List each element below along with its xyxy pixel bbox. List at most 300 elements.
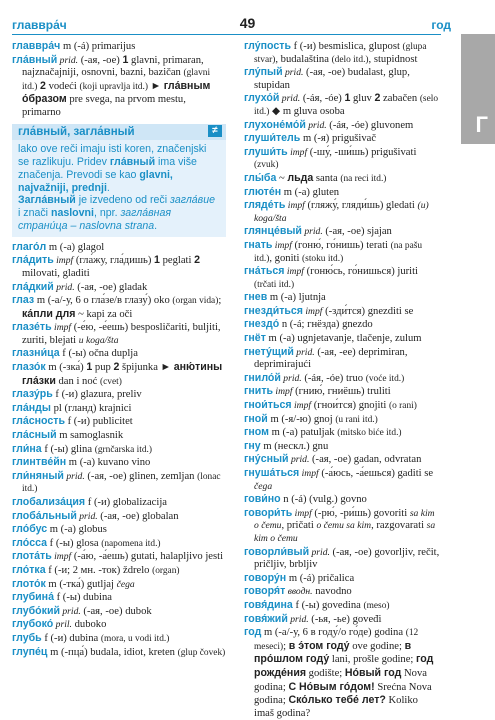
entry-text: naslovni bbox=[50, 207, 94, 220]
dictionary-entry bbox=[244, 132, 440, 146]
entry-text: m (-а/-у, 6 в году́/о го́де) godina bbox=[261, 627, 406, 639]
entry-text: impf bbox=[285, 200, 305, 212]
dictionary-entry bbox=[12, 361, 226, 388]
headword: гнету́щий bbox=[244, 345, 294, 358]
entry-text: гла́вный bbox=[109, 155, 156, 168]
dictionary-entry bbox=[244, 291, 440, 305]
entry-text: m (нескл.) gnu bbox=[260, 440, 329, 452]
entry-text: impf bbox=[291, 400, 312, 412]
dictionary-entry bbox=[12, 294, 226, 321]
entry-text: prid. bbox=[279, 93, 301, 105]
entry-text: impf bbox=[284, 266, 304, 278]
entry-text: pril. bbox=[53, 619, 72, 631]
entry-text: 1 bbox=[86, 361, 93, 374]
headword: гли́няный bbox=[12, 469, 64, 482]
dictionary-entry bbox=[244, 66, 440, 92]
left-column bbox=[12, 40, 226, 659]
entry-text: 2 bbox=[40, 79, 46, 92]
entry-text: santa bbox=[313, 172, 341, 184]
headword: гла́вный bbox=[12, 53, 58, 66]
entry-text: lani, prošle godine; bbox=[329, 654, 417, 666]
headword: глухо́й bbox=[244, 92, 280, 105]
headword: гла́дить bbox=[12, 254, 54, 267]
entry-text: 2 bbox=[113, 361, 120, 374]
entry-text: (-áя, -óе) bbox=[300, 93, 345, 105]
dictionary-entry bbox=[244, 585, 440, 599]
headword: глупе́ц bbox=[12, 645, 48, 658]
headword: гнои́ться bbox=[244, 399, 292, 412]
usage-note-paragraph bbox=[18, 194, 220, 232]
entry-text: pl (гланд) krajnici bbox=[50, 402, 132, 414]
entry-text: je izvedeno od reči bbox=[75, 194, 171, 207]
not-equal-icon: ≠ bbox=[208, 125, 222, 137]
entry-text: m (-á) pričalica bbox=[286, 572, 355, 584]
headword: глубоко́ bbox=[12, 618, 54, 631]
entry-text: Nova godina; bbox=[254, 667, 427, 693]
entry-text: m (-a) gluten bbox=[281, 186, 340, 198]
letter-thumb-tab[interactable] bbox=[461, 34, 495, 144]
dictionary-entry bbox=[244, 119, 440, 133]
entry-text: čega bbox=[254, 480, 273, 492]
dictionary-entry bbox=[244, 239, 440, 265]
dictionary-entry bbox=[244, 467, 440, 493]
entry-text: (12 meseci) bbox=[254, 628, 419, 652]
entry-text: m (-зка́) bbox=[45, 362, 87, 374]
entry-text: f (-ы) govedina bbox=[292, 599, 364, 611]
headword: говя́дина bbox=[244, 598, 293, 611]
entry-text: (organ vida) bbox=[172, 296, 219, 307]
headword: гло́бус bbox=[12, 523, 48, 536]
entry-text: ima više značenja. Prevodi se kao bbox=[18, 155, 197, 181]
entry-text: prid. bbox=[305, 119, 327, 131]
dictionary-entry bbox=[244, 385, 440, 399]
headword: гло́сса bbox=[12, 536, 48, 549]
headword: говя́жий bbox=[244, 612, 288, 625]
dictionary-entry bbox=[244, 426, 440, 440]
entry-text: ► bbox=[147, 80, 164, 92]
dictionary-entry bbox=[244, 332, 440, 346]
dictionary-entry bbox=[12, 254, 226, 280]
entry-text: m (-a) kuvano vino bbox=[66, 457, 151, 469]
entry-text: ~ bbox=[276, 172, 288, 184]
dictionary-entry bbox=[244, 199, 440, 225]
entry-text: , pričati bbox=[281, 520, 317, 532]
dictionary-entry bbox=[244, 186, 440, 200]
entry-text: impf bbox=[273, 386, 293, 398]
entry-text: (organ) bbox=[152, 565, 180, 576]
entry-text: ; bbox=[283, 640, 289, 652]
headword: гном bbox=[244, 426, 269, 439]
entry-text: m (-a) ljutnja bbox=[267, 292, 326, 304]
entry-text: (delo itd.) bbox=[331, 54, 369, 65]
dictionary-entry bbox=[244, 225, 440, 239]
dictionary-entry bbox=[244, 453, 440, 467]
dictionary-entry bbox=[12, 470, 226, 496]
entry-text: загла́вная страни́ца – naslovna strana bbox=[18, 207, 172, 232]
entry-text: (-рю́, -ри́шь) govoriti bbox=[311, 507, 410, 519]
entry-text: prid. bbox=[309, 546, 330, 558]
headword: гну bbox=[244, 439, 261, 452]
headword: глоба́льный bbox=[12, 509, 77, 522]
headword: глюте́н bbox=[244, 185, 282, 198]
entry-text: impf bbox=[302, 305, 323, 317]
headword: глазо́к bbox=[12, 361, 46, 374]
entry-text: Srećna Nova godina; bbox=[254, 681, 432, 707]
entry-text: , npr. bbox=[93, 207, 121, 220]
dictionary-entry bbox=[244, 507, 440, 546]
usage-note-title bbox=[12, 124, 226, 141]
header-rule bbox=[12, 34, 441, 35]
entry-text: , razgovarati bbox=[371, 520, 427, 532]
entry-text: špijunka ► bbox=[119, 362, 174, 374]
dictionary-entry bbox=[244, 40, 440, 66]
dictionary-entry bbox=[12, 388, 226, 402]
dictionary-entry bbox=[12, 632, 226, 646]
dictionary-entry bbox=[12, 443, 226, 457]
dictionary-entry bbox=[244, 92, 440, 118]
dictionary-entry bbox=[12, 605, 226, 619]
entry-text: 1 bbox=[154, 254, 160, 267]
headword: говору́н bbox=[244, 571, 287, 584]
dictionary-entry bbox=[244, 318, 440, 332]
dictionary-entry bbox=[12, 54, 226, 120]
entry-text: (mora, u vodi itd.) bbox=[100, 633, 170, 644]
entry-text: (stoku itd.) bbox=[302, 253, 344, 264]
entry-text: 1 bbox=[344, 92, 351, 105]
headword: гнуша́ться bbox=[244, 467, 300, 479]
entry-text: impf bbox=[292, 507, 312, 519]
headword: главвра́ч bbox=[12, 40, 61, 52]
entry-text: 2 bbox=[374, 92, 381, 105]
dictionary-entry bbox=[12, 281, 226, 295]
entry-text: (-ая, -ее) deprimiran, deprimirajući bbox=[254, 346, 408, 371]
entry-text: (-áя, -óе) gluvonem bbox=[326, 119, 414, 131]
entry-text: (-ая, -ое) bbox=[78, 54, 123, 66]
entry-text: prid. bbox=[63, 470, 85, 482]
entry-text: загла́вие bbox=[170, 194, 215, 207]
entry-text: (гляжу́, гляди́шь) gledati bbox=[304, 200, 418, 212]
entry-text: (na reci itd.) bbox=[340, 173, 387, 184]
entry-text: (selo itd.) bbox=[254, 94, 439, 117]
entry-text: sa kim o čemu bbox=[254, 520, 436, 544]
headword: гна́ться bbox=[244, 265, 285, 278]
entry-text: impf bbox=[51, 551, 72, 563]
entry-text: prid. bbox=[282, 67, 304, 79]
headword: гла́дкий bbox=[12, 280, 54, 293]
entry-text: 1 bbox=[122, 53, 129, 66]
entry-text: impf bbox=[51, 322, 72, 334]
entry-text: (-ая, -ое) glinen, zemljan bbox=[84, 470, 198, 482]
headword: глуши́ть bbox=[244, 145, 288, 158]
headword: говорли́вый bbox=[244, 545, 310, 558]
entry-text: (-ая, -ое) govorljiv, rečit, pričljiv, brbljiv bbox=[254, 546, 440, 571]
dictionary-entry bbox=[244, 146, 440, 172]
dictionary-entry bbox=[244, 599, 440, 613]
headword: глинтве́йн bbox=[12, 456, 67, 469]
usage-note-body bbox=[12, 140, 226, 233]
entry-text: navodno bbox=[312, 586, 352, 598]
entry-text: . bbox=[154, 219, 158, 232]
headword: глубина́ bbox=[12, 591, 54, 604]
entry-text: год рожде́ния bbox=[254, 653, 434, 679]
entry-text: prid. bbox=[59, 605, 81, 617]
entry-text: m (-a) glagol bbox=[46, 241, 105, 253]
entry-text: u koga/šta bbox=[78, 334, 119, 346]
entry-text: impf bbox=[287, 146, 308, 158]
entry-text: m samoglasnik bbox=[56, 430, 124, 442]
entry-text: Koliko imaš godina? bbox=[254, 695, 418, 719]
dictionary-entry bbox=[12, 429, 226, 443]
entry-text: (-ая, -ое) globalan bbox=[97, 510, 179, 522]
dictionary-entry bbox=[12, 496, 226, 510]
entry-text: льда bbox=[287, 171, 314, 184]
entry-text: (-е́ю, -е́ешь) besposličariti, buljiti, zuriti, blejati bbox=[22, 322, 221, 346]
headword: глаз bbox=[12, 294, 35, 307]
headword: гови́но bbox=[244, 493, 281, 506]
entry-text: (meso) bbox=[363, 600, 390, 611]
dictionary-entry bbox=[12, 537, 226, 551]
entry-text: аню́тины гла́зки bbox=[22, 361, 223, 387]
entry-text: peglati bbox=[159, 255, 195, 267]
entry-text: f (-и) publicitet bbox=[64, 416, 133, 428]
entry-text: (napomena itd.) bbox=[101, 538, 161, 549]
entry-text: f (-ы) očna duplja bbox=[59, 348, 138, 360]
entry-text: (voće itd.) bbox=[365, 373, 405, 384]
entry-text: (glavni itd.) bbox=[22, 68, 211, 92]
headword: глубо́кий bbox=[12, 604, 60, 617]
entry-text: m (-я) prigušivač bbox=[300, 133, 377, 145]
headword: глу́пый bbox=[244, 66, 283, 79]
guide-word-right: год bbox=[431, 18, 451, 32]
entry-text: prid. bbox=[293, 346, 315, 358]
headword: глазе́ть bbox=[12, 321, 52, 334]
headword: глаго́л bbox=[12, 240, 47, 253]
headword: год bbox=[244, 626, 262, 639]
entry-text: (гнию́, гниёшь) truliti bbox=[292, 386, 391, 398]
entry-text: (glupa stvar) bbox=[254, 42, 427, 65]
headword: гнило́й bbox=[244, 371, 281, 384]
entry-text: . bbox=[106, 181, 110, 194]
entry-text: (-шу́, -ши́шь) prigušivati bbox=[307, 146, 417, 158]
entry-text: (гнои́тся) gnojiti bbox=[311, 400, 390, 412]
entry-text: prid. bbox=[57, 54, 79, 66]
entry-text: m (-a) ugnjetavanje, tlačenje, zulum bbox=[265, 333, 422, 345]
headword: гла́сный bbox=[12, 429, 57, 442]
dictionary-entry bbox=[12, 564, 226, 578]
entry-text: (-ая, -ое) sjajan bbox=[322, 226, 392, 238]
entry-text: ove godine; bbox=[349, 640, 405, 652]
entry-text: (grnčarska itd.) bbox=[94, 444, 152, 455]
entry-text: , goniti bbox=[269, 252, 303, 264]
guide-word-left: главвра́ч bbox=[12, 18, 67, 32]
dictionary-entry bbox=[12, 618, 226, 632]
entry-text: milovati, gladiti bbox=[22, 267, 90, 279]
entry-text: m (-я/-ю) gnoj bbox=[267, 413, 336, 425]
headword: говоря́т bbox=[244, 585, 286, 598]
entry-text: pup bbox=[92, 362, 114, 374]
headword: глота́ть bbox=[12, 550, 52, 563]
entry-text: m (-пца́) budala, idiot, kreten bbox=[47, 646, 178, 658]
entry-text: (-ая, -ое) gladak bbox=[74, 281, 148, 293]
dictionary-entry bbox=[244, 413, 440, 427]
headword: гляде́ть bbox=[244, 199, 286, 212]
headword: гнев bbox=[244, 291, 268, 304]
dictionary-entry bbox=[12, 321, 226, 347]
entry-text: (cvet) bbox=[100, 376, 122, 387]
dictionary-entry bbox=[12, 402, 226, 416]
dictionary-entry bbox=[12, 241, 226, 255]
headword: гла́сность bbox=[12, 415, 65, 428]
entry-text: ◆ m gluva osoba bbox=[269, 105, 345, 117]
usage-note-paragraph bbox=[18, 143, 220, 194]
headword: глухоне́мо́й bbox=[244, 118, 306, 131]
entry-text: (-ья, -ье) goveđi bbox=[308, 613, 382, 625]
dictionary-entry bbox=[244, 172, 440, 186]
entry-text: čega bbox=[116, 578, 135, 590]
entry-text: (-а́ю, -а́ешь) gutati, halapljivo jesti bbox=[71, 551, 224, 563]
dictionary-entry bbox=[12, 578, 226, 592]
headword: глобализа́ция bbox=[12, 496, 86, 509]
entry-text: гла́вным о́бразом bbox=[22, 79, 211, 106]
page-header bbox=[0, 0, 495, 40]
entry-text: zabačen bbox=[380, 93, 420, 105]
entry-text: n (-á; гнёзда) gnezdo bbox=[279, 319, 373, 331]
entry-text: ; bbox=[218, 295, 222, 307]
headword: гну́сный bbox=[244, 453, 289, 466]
dictionary-entry bbox=[12, 510, 226, 524]
entry-text: prid. bbox=[280, 372, 302, 384]
dictionary-entry bbox=[244, 626, 440, 720]
entry-text: impf bbox=[299, 468, 319, 479]
entry-text: , budalaština bbox=[275, 53, 332, 65]
entry-text: f (-и) glazura, preliv bbox=[52, 389, 142, 401]
entry-text: Но́вый год bbox=[344, 666, 402, 679]
headword: гнездо́ bbox=[244, 318, 280, 331]
dictionary-entry bbox=[244, 305, 440, 319]
tab-letter: Г bbox=[475, 112, 488, 137]
entry-text: duboko bbox=[71, 619, 107, 631]
entry-text: m (-а/-у, 6 о гла́зе/в глазу́) oko bbox=[34, 295, 173, 307]
entry-text: (-а́юсь, -а́ешься) gaditi se bbox=[318, 468, 434, 479]
entry-text: (mitsko biće itd.) bbox=[337, 428, 402, 439]
headword: гнёт bbox=[244, 332, 266, 345]
dictionary-entry bbox=[12, 456, 226, 470]
entry-text: (u rani itd.) bbox=[335, 414, 378, 425]
headword: глуши́тель bbox=[244, 132, 301, 145]
headword: глянце́вый bbox=[244, 225, 302, 238]
entry-text: в про́шлом году́ bbox=[254, 639, 412, 666]
entry-text: в э́том году́ bbox=[288, 639, 350, 652]
entry-text: m (-á) primarijus bbox=[60, 41, 136, 52]
entry-text: f (-ы) dubina bbox=[53, 592, 112, 604]
entry-text: (-зди́тся) gnezditi se bbox=[322, 305, 414, 317]
dictionary-entry bbox=[12, 591, 226, 605]
headword: гло́тка bbox=[12, 563, 46, 576]
entry-text: o čemu sa kim bbox=[316, 520, 372, 532]
headword: гнезди́ться bbox=[244, 304, 303, 317]
page-number: 49 bbox=[239, 15, 256, 31]
entry-text: f (-ы) glosa bbox=[47, 537, 102, 549]
dictionary-entry bbox=[12, 523, 226, 537]
dictionary-entry bbox=[12, 646, 226, 660]
headword: глу́пость bbox=[244, 40, 291, 52]
headword: глубь bbox=[12, 631, 42, 644]
entry-text: sa kim o čemu bbox=[254, 507, 435, 532]
entry-text: glavni, najvažniji, prednji bbox=[18, 168, 173, 194]
entry-text: n (-á) (vulg.) govno bbox=[280, 494, 367, 506]
headword: глазу́рь bbox=[12, 388, 53, 401]
entry-text: Ско́лько тебе́ лет? bbox=[288, 694, 386, 707]
entry-text: glavni, primaran, najznačajniji, osnovni, bazni, bazičan bbox=[22, 54, 204, 79]
entry-text: (glup čovek) bbox=[177, 647, 226, 658]
entry-text: impf bbox=[53, 255, 74, 267]
entry-text: ~ kapi za oči bbox=[75, 308, 133, 320]
entry-text: m (-a) patuljak bbox=[268, 427, 338, 439]
usage-note-box bbox=[12, 124, 226, 237]
entry-text: f (-и; 2 мн. -ток) ždrelo bbox=[45, 564, 153, 576]
entry-text: (trčati itd.) bbox=[254, 279, 295, 290]
dictionary-entry bbox=[12, 415, 226, 429]
dictionary-entry bbox=[244, 546, 440, 572]
dictionary-entry bbox=[244, 265, 440, 291]
entry-text: f (-и) globalizacija bbox=[85, 497, 167, 509]
entry-text: pre svega, na prvom mestu, primarno bbox=[22, 94, 186, 118]
entry-text: gluv bbox=[350, 93, 375, 105]
dictionary-entry bbox=[244, 613, 440, 627]
entry-text: (na pašu itd.) bbox=[254, 240, 423, 264]
dictionary-entry bbox=[12, 347, 226, 361]
entry-text: impf bbox=[272, 239, 292, 251]
entry-text: vodeći bbox=[45, 80, 80, 92]
entry-text: ка́пли для bbox=[22, 307, 76, 320]
entry-text: prid. bbox=[301, 226, 323, 238]
entry-text: prid. bbox=[288, 454, 310, 466]
entry-text: (-ая, -ое) budalast, glup, stupidan bbox=[254, 67, 410, 91]
entry-text: prid. bbox=[76, 510, 98, 522]
right-column bbox=[244, 40, 440, 720]
headword: гли́на bbox=[12, 442, 42, 455]
entry-text: m (-тка́) gutljaj bbox=[45, 578, 117, 590]
headword: гнать bbox=[244, 238, 273, 251]
entry-text: f (-и) dubina bbox=[41, 632, 101, 644]
entry-text: (-ая, -ое) dubok bbox=[80, 605, 152, 617]
headword: гной bbox=[244, 412, 268, 425]
entry-text: f (-ы) glina bbox=[41, 443, 95, 455]
entry-text: (гла́жу, гла́дишь) bbox=[73, 255, 155, 267]
entry-text: (гоню́сь, го́нишься) juriti bbox=[303, 266, 418, 278]
dictionary-entry bbox=[244, 346, 440, 372]
entry-text: dan i noć bbox=[55, 375, 100, 387]
entry-text: (o rani) bbox=[389, 401, 417, 412]
dictionary-entry bbox=[244, 572, 440, 586]
headword: глазни́ца bbox=[12, 347, 60, 360]
entry-text: m (-a) globus bbox=[47, 524, 107, 536]
entry-text: С Но́вым го́дом! bbox=[288, 680, 375, 693]
entry-text: Загла́вный bbox=[18, 194, 76, 207]
dictionary-entry bbox=[244, 440, 440, 454]
entry-text: (-ая, -ое) gadan, odvratan bbox=[309, 454, 422, 466]
headword: говори́ть bbox=[244, 506, 293, 519]
entry-text: , stupidnost bbox=[368, 53, 418, 65]
entry-text: (koji upravlja itd.) bbox=[79, 81, 148, 92]
dictionary-entry bbox=[244, 399, 440, 413]
dictionary-entry bbox=[12, 550, 226, 564]
headword: глы́ба bbox=[244, 171, 277, 184]
headword: гла́нды bbox=[12, 401, 51, 414]
dictionary-entry bbox=[244, 493, 440, 507]
entry-text: prid. bbox=[53, 281, 75, 293]
entry-text: godište; bbox=[306, 667, 345, 679]
